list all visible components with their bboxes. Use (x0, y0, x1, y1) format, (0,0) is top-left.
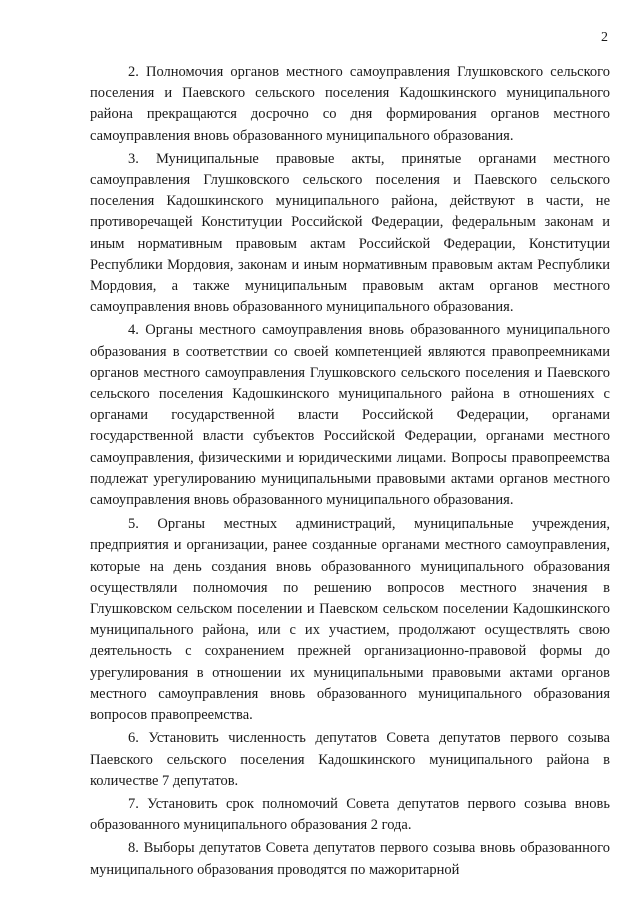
paragraph-4: 4. Органы местного самоуправления вновь образованного муниципального образования в соответствии со своей компетенцией являются правопреемниками органов местного самоуправления Глушковского сельского поселения и Паевского сельского поселения Кадошкинского муниципального района в отношениях с органами государственной власти Российской Федерации, органами государственной власти субъектов Российской Федерации, органами местного самоуправления, физическими и юридическими лицами. Вопросы правопреемства подлежат урегулированию муниципальными правовыми актами органов местного самоуправления вновь образованного муниципального образования. (90, 322, 610, 509)
paragraph-3: 3. Муниципальные правовые акты, принятые органами местного самоуправления Глушковского сельского поселения и Паевского сельского поселения Кадошкинского муниципального района, действуют в части, не противоречащей Конституции Российской Федерации, федеральным законам и иным нормативным правовым актам Российской Федерации, Конституции Республики Мордовия, законам и иным нормативным правовым актам Республики Мордовия, а также муниципальным правовым актам органов местного самоуправления вновь образованного муниципального образования. (90, 150, 610, 316)
paragraph-7: 7. Установить срок полномочий Совета депутатов первого созыва вновь образованного муниципального образования 2 года. (90, 795, 610, 834)
paragraph-5: 5. Органы местных администраций, муниципальные учреждения, предприятия и организации, ранее созданные органами местного самоуправления, которые на день создания вновь образованного муниципального образования осуществляли полномочия по решению вопросов местного значения в Глушковском сельском поселении и Паевском сельском поселении Кадошкинского муниципального района, или с их участием, продолжают осуществлять свою деятельность с сохранением прежней организационно-правовой формы до урегулирования в отношении их муниципальными правовыми актами органов местного самоуправления вновь образованного муниципального образования вопросов правопреемства. (90, 516, 610, 724)
page-number: 2 (601, 30, 608, 45)
paragraph-6: 6. Установить численность депутатов Совета депутатов первого созыва Паевского сельского поселения Кадошкинского муниципального района в количестве 7 депутатов. (90, 730, 610, 789)
paragraph-8: 8. Выборы депутатов Совета депутатов первого созыва вновь образованного муниципального образования проводятся по мажоритарной (90, 840, 610, 878)
paragraph-2: 2. Полномочия органов местного самоуправления Глушковского сельского поселения и Паевского сельского поселения Кадошкинского муниципального района прекращаются досрочно со дня формирования органов местного самоуправления вновь образованного муниципального образования. (90, 64, 610, 144)
document-body (90, 62, 610, 883)
